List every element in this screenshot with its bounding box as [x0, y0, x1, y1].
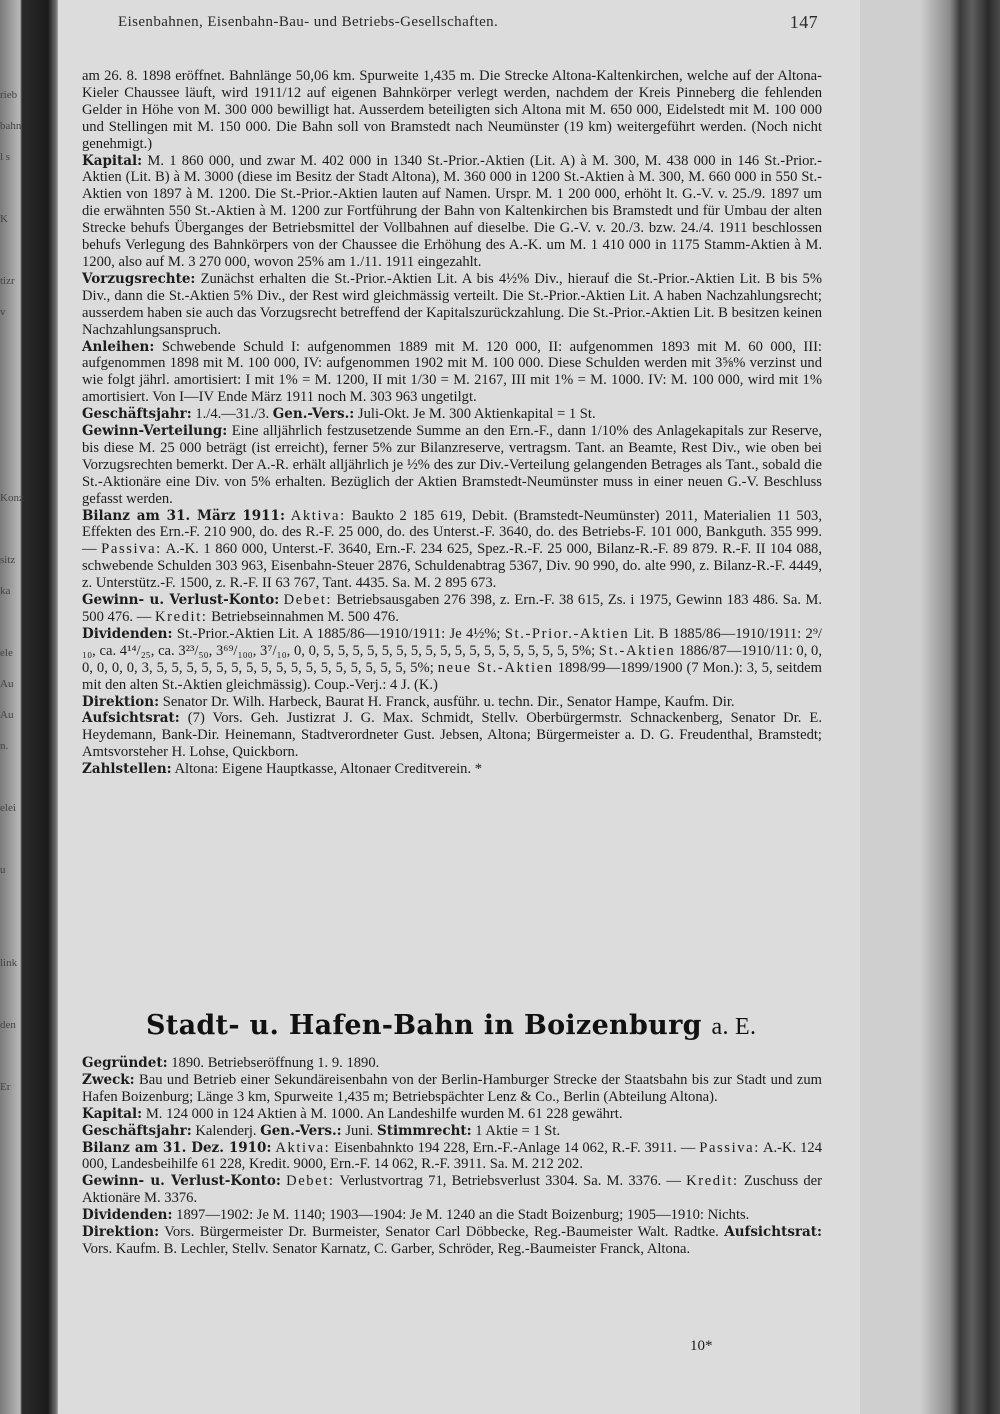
direktion-paragraph-2 — [82, 1224, 822, 1258]
aktiva-label: Aktiva: — [290, 507, 346, 524]
debet-text-2: Verlustvortrag 71, Betriebsverlust 3304. Sa. M. 3376. — — [339, 1173, 681, 1190]
bilanz-paragraph — [82, 508, 822, 593]
geschaeftsjahr-paragraph — [82, 406, 822, 423]
direktion-paragraph — [82, 694, 822, 711]
geschaeftsjahr-label: Geschäftsjahr: — [82, 406, 192, 423]
bilanz-label-2: Bilanz am 31. Dez. 1910: — [82, 1139, 272, 1156]
entry-heading-boizenburg — [146, 1010, 846, 1041]
margin-fragment — [0, 421, 30, 452]
anleihen-text: Schwebende Schuld I: aufgenommen 1889 mit M. 120 000, II: aufgenommen 1893 mit M. 60 000, III: aufgenommen 1898 mit M. 100 000, IV: aufgenommen 1902 mit M. 100 000. Diese Schulden werden mit 3⅝% verzinst und wie folgt jährl. amortisiert: I mit 1% = M. 1200, II mit 1/30 = M. 2167, III mit 1% = M. 1000. IV: M. 100 000, wird mit 1% amortisiert. Von I—IV Ende März 1911 noch M. 303 963 ungetilgt. — [82, 338, 822, 406]
zweck-paragraph — [82, 1072, 822, 1106]
dividenden-paragraph-2 — [82, 1207, 822, 1224]
zweck-label: Zweck: — [82, 1071, 135, 1088]
margin-fragment: link — [0, 957, 18, 969]
margin-fragment — [0, 514, 30, 545]
aktiva-label-2: Aktiva: — [275, 1139, 331, 1156]
anleihen-label: Anleihen: — [82, 338, 155, 355]
margin-fragment: Au — [0, 678, 14, 690]
geschaeftsjahr-text: 1./4.—31./3. — [195, 406, 270, 423]
margin-fragment — [0, 328, 30, 359]
gewinn-verteilung-paragraph — [82, 423, 822, 508]
running-title: Eisenbahnen, Eisenbahn-Bau- und Betriebs-Gesellschaften. — [118, 14, 499, 30]
dividenden-class-1: St.-Prior.-Aktien — [504, 625, 630, 642]
kredit-text-2: Zuschuss der Aktionäre M. 3376. — [82, 1173, 822, 1207]
margin-fragment: sitz — [0, 554, 16, 566]
margin-fragment — [0, 762, 30, 793]
passiva-label: Passiva: — [101, 541, 162, 558]
aufsichtsrat-text-2: Vors. Kaufm. B. Lechler, Stellv. Senator Karnatz, C. Garber, Schröder, Reg.-Baumeister Franck, Altona. — [82, 1240, 691, 1257]
kredit-label-2: Kredit: — [686, 1173, 739, 1190]
margin-fragment: tizr — [0, 275, 15, 287]
margin-fragment — [0, 235, 30, 266]
geschaeftsjahr-label-2: Geschäftsjahr: — [82, 1122, 192, 1139]
dividenden-label-2: Dividenden: — [82, 1207, 173, 1224]
anleihen-paragraph — [82, 339, 822, 407]
kapital-label: Kapital: — [82, 152, 143, 169]
aktiva-text-2: Eisenbahnkto 194 228, Ern.-F.-Anlage 14 062, R.-F. 3911. — — [334, 1139, 696, 1156]
kapital-paragraph — [82, 153, 822, 271]
gen-vers-label: Gen.-Vers.: — [272, 406, 355, 423]
geschaeftsjahr-paragraph-2 — [82, 1123, 822, 1140]
gewinn-verteilung-label: Gewinn-Verteilung: — [82, 423, 228, 440]
bilanz-label: Bilanz am 31. März 1911: — [82, 507, 285, 524]
margin-fragment: v — [0, 306, 6, 318]
aufsichtsrat-label: Aufsichtsrat: — [82, 710, 180, 727]
debet-label-2: Debet: — [286, 1173, 335, 1190]
aktiva-text: Baukto 2 185 619, Debit. (Bramstedt-Neumünster) 2011, Materialien 11 503, Effekten des Ern.-F. 210 900, do. des R.-F. 25 000, do. des Unterst.-F. 3640, do. des Betriebs-F. 101 000, Bankguth. 355 999. — — [82, 507, 822, 558]
margin-fragment — [0, 173, 30, 204]
margin-fragment — [0, 824, 30, 855]
margin-fragment: elei — [0, 802, 16, 814]
margin-fragment: Au — [0, 709, 14, 721]
entry-intro: am 26. 8. 1898 eröffnet. Bahnlänge 50,06 km. Spurweite 1,435 m. Die Strecke Altona-Kaltenkirchen, welche auf der Altona-Kieler Chaussee läuft, wird 1911/12 auf eigenen Bahnkörper verlegt werden, nachdem der Kreis Pinneberg die fehlenden Gelder in Höhe von M. 300 000 bewilligt hat. Ausserdem beteiligten sich Altona mit M. 650 000, Eidelstedt mit M. 100 000 und Stellingen mit M. 150 000. Die Bahn soll von Bramstedt nach Neumünster (19 km) weitergeführt werden. (Noch nicht genehmigt.) — [82, 68, 822, 152]
entry-heading-suffix: a. E. — [711, 1014, 757, 1040]
debet-text: Betriebsausgaben 276 398, z. Ern.-F. 38 615, Zs. i 1975, Gewinn 183 486. Sa. M. 500 476. — — [82, 592, 822, 625]
gegruendet-label: Gegründet: — [82, 1055, 168, 1071]
dividenden-label: Dividenden: — [82, 625, 173, 642]
guv-label-2: Gewinn- u. Verlust-Konto: — [82, 1173, 281, 1190]
dividenden-paragraph — [82, 626, 822, 694]
zahlstellen-text: Altona: Eigene Hauptkasse, Altonaer Creditverein. * — [174, 761, 483, 778]
margin-fragment: bahn — [0, 120, 22, 132]
dividenden-class-2: St.-Aktien — [598, 642, 676, 659]
margin-fragment — [0, 607, 30, 638]
gen-vers-label-2: Gen.-Vers.: — [260, 1122, 342, 1139]
dividenden-class-3: neue St.-Aktien — [437, 659, 554, 676]
dividenden-text-3: 1886/87—1910/11: 0, 0, 0, 0, 0, 0, 3, 5, 5, 5, 5, 5, 5, 5, 5, 5, 5, 5, 5, 5, 5, 5, 5, 5, 5%; — [82, 642, 822, 676]
margin-fragment: Konz — [0, 492, 24, 504]
kapital-text: M. 1 860 000, und zwar M. 402 000 in 1340 St.-Prior.-Aktien (Lit. A) à M. 300, M. 438 000 in 146 St.-Prior.-Aktien (Lit. B) à M. 3000 (diese im Besitz der Stadt Altona), M. 360 000 in 1200 St.-Aktien à M. 300, M. 660 000 in 550 St.-Aktien von 1897 à M. 1200. Die St.-Prior.-Aktien lauten auf Namen. Urspr. M. 1 200 000, erhöht lt. G.-V. v. 25./9. 1897 um die erwähnten 550 St.-Aktien à M. 1200 zur Fortführung der Bahn von Kaltenkirchen bis Bramstedt und für Umbau der alten Strecke behufs Überganges der Betriebsmittel der Vollbahnen auf dieselbe. Die G.-V. v. 20./3. bzw. 24./4. 1911 beschlossen behufs Verlegung des Bahnkörpers von der Chaussee die Erhöhung des A.-K. um M. 1 410 000 in 1175 Stamm-Aktien à M. 1200, also auf M. 3 270 000, wovon 25% am 1./11. 1911 eingezahlt. — [82, 152, 822, 270]
guv-label: Gewinn- u. Verlust-Konto: — [82, 592, 280, 609]
margin-fragment — [0, 1041, 30, 1072]
gen-vers-text-2: Juni. — [345, 1122, 374, 1139]
margin-fragment — [0, 979, 30, 1010]
kredit-label: Kredit: — [154, 609, 208, 625]
direktion-label-2: Direktion: — [82, 1224, 160, 1241]
entry-boizenburg — [82, 1055, 822, 1258]
margin-fragment: u — [0, 864, 6, 876]
margin-fragment: ka — [0, 585, 11, 597]
aufsichtsrat-paragraph — [82, 710, 822, 761]
running-header — [118, 14, 818, 31]
adjacent-page-fragments — [0, 80, 30, 1180]
gegruendet-text: 1890. Betriebseröffnung 1. 9. 1890. — [171, 1055, 380, 1071]
gen-vers-text: Juli-Okt. Je M. 300 Aktienkapital = 1 St. — [357, 406, 596, 423]
entry-heading-text: Stadt- u. Hafen-Bahn in Boizenburg — [146, 1010, 702, 1041]
direktion-text: Senator Dr. Wilh. Harbeck, Baurat H. Franck, ausführ. u. techn. Dir., Senator Hampe, Kaufm. Dir. — [162, 693, 735, 710]
margin-fragment — [0, 917, 30, 948]
kapital-label-2: Kapital: — [82, 1105, 143, 1122]
dividenden-text-1: St.-Prior.-Aktien Lit. A 1885/86—1910/1911: Je 4½%; — [176, 625, 501, 642]
page-number: 147 — [789, 12, 818, 32]
gewinn-verteilung-text: Eine alljährlich festzusetzende Summe an den Ern.-F., dann 1/10% des Anlagekapitals zur Reserve, bis diese M. 25 000 beträgt (ist erreicht), ferner 5% zur Bilanzreserve, vertragsm. Tant. an Beamte, Rest Div., wie oben bei Vorzugsrechten bemerkt. Der A.-R. erhält alljährlich je ½% des zur Div.-Verteilung gelangenden Betrages als Tant., sobald die St.-Aktionäre eine Div. von 5% erhalten. Bezüglich der Aktien Bramstedt-Neumünster muss in einer neuen G.-V. Beschluss gefasst werden. — [82, 423, 822, 507]
aufsichtsrat-label-2: Aufsichtsrat: — [724, 1224, 822, 1241]
margin-fragment: rieb — [0, 89, 18, 101]
zweck-text: Bau und Betrieb einer Sekundäreisenbahn von der Berlin-Hamburger Strecke der Staatsbahn bis zur Stadt und zum Hafen Boizenburg; Länge 3 km, Spurweite 1,435 m; Betriebspächter Lenz & Co., Berlin (Abteilung Altona). — [82, 1071, 823, 1105]
signature-mark: 10* — [690, 1338, 713, 1354]
margin-fragment — [0, 390, 30, 421]
zahlstellen-paragraph — [82, 761, 822, 778]
kapital-paragraph-2 — [82, 1106, 822, 1123]
vorzugsrechte-text: Zunächst erhalten die St.-Prior.-Aktien Lit. A bis 4½% Div., hierauf die St.-Prior.-Aktien Lit. B bis 5% Div., dann die St.-Aktien 5% Div., der Rest wird gleichmässig verteilt. Die St.-Prior.-Aktien Lit. A haben Nachzahlungsrecht; ausserdem haben sie auch das Vorzugsrecht betreffend der Kapitalszurückzahlung. Die St.-Prior.-Aktien Lit. B besitzen keinen Nachzahlungsanspruch. — [82, 270, 822, 338]
margin-fragment — [0, 886, 30, 917]
margin-fragment: K — [0, 213, 8, 225]
vorzugsrechte-paragraph — [82, 271, 822, 339]
margin-fragment: den — [0, 1019, 16, 1031]
dividenden-text-b: 1897—1902: Je M. 1140; 1903—1904: Je M. 1240 an die Stadt Boizenburg; 1905—1910: Nichts. — [176, 1207, 750, 1224]
dividenden-text-2: Lit. B 1885/86—1910/1911: 2⁹/₁₀, ca. 4¹⁴/₂₅, ca. 3²³/₅₀, 3⁶⁹/₁₀₀, 3⁷/₁₀, 0, 0, 5, 5, 5, 5, 5, 5, 5, 5, 5, 5, 5, 5, 5, 5, 5, 5, 5, 5%; — [82, 625, 822, 659]
gegruendet-paragraph — [82, 1055, 822, 1072]
passiva-label-2: Passiva: — [699, 1139, 760, 1156]
margin-fragment: Er — [0, 1081, 11, 1093]
margin-fragment: n. — [0, 740, 9, 752]
passiva-text-2: A.-K. 124 000, Landesbeihilfe 61 228, Kredit. 9000, Ern.-F. 14 062, R.-F. 3911. Sa. M. 212 202. — [82, 1139, 822, 1173]
vorzugsrechte-label: Vorzugsrechte: — [82, 270, 196, 287]
bilanz-paragraph-2 — [82, 1140, 822, 1174]
direktion-label: Direktion: — [82, 693, 160, 710]
stimmrecht-text: 1 Aktie = 1 St. — [475, 1122, 561, 1139]
kapital-text-2: M. 124 000 in 124 Aktien à M. 1000. An Landeshilfe wurden M. 61 228 gewährt. — [145, 1105, 623, 1122]
margin-fragment: l s — [0, 151, 11, 163]
dividenden-text-4: 1898/99—1899/1900 (7 Mon.): 3, 5, seitdem mit den alten St.-Aktien gleichmässig). Coup.-Verj.: 4 J. (K.) — [82, 659, 822, 693]
margin-fragment — [0, 452, 30, 483]
guv-paragraph-2 — [82, 1173, 822, 1207]
kredit-text: Betriebseinnahmen M. 500 476. — [211, 609, 399, 625]
margin-fragment: ele — [0, 647, 13, 659]
geschaeftsjahr-text-2: Kalenderj. — [195, 1122, 257, 1139]
entry-altona-kaltenkirchen — [82, 68, 822, 778]
debet-label: Debet: — [283, 592, 333, 609]
zahlstellen-label: Zahlstellen: — [82, 761, 172, 778]
direktion-text-2: Vors. Bürgermeister Dr. Burmeister, Senator Carl Döbbecke, Reg.-Baumeister Walt. Radtke. — [164, 1224, 719, 1241]
stimmrecht-label: Stimmrecht: — [376, 1122, 472, 1139]
margin-fragment — [0, 359, 30, 390]
page-binding-shadow — [860, 0, 1000, 1414]
aufsichtsrat-text: (7) Vors. Geh. Justizrat J. G. Max. Schmidt, Stellv. Oberbürgermstr. Schnackenberg, Senator Dr. E. Heydemann, Bank-Dir. Heinemann, Stadtverordneter Gust. Jebsen, Altona; Bürgermeister a. D. G. Freudenthal, Bramstedt; Amtsvorsteher H. Lohse, Quickborn. — [82, 710, 822, 761]
passiva-text: A.-K. 1 860 000, Unterst.-F. 3640, Ern.-F. 234 625, Spez.-R.-F. 25 000, Bilanz-R.-F. 89 879. R.-F. II 104 088, schwebende Schulden 303 963, Eisenbahn-Steuer 2876, Schuldenabtrag 5367, Div. 90 990, do. alte 990, z. Bilanz-R.-F. 4449, z. Unterstütz.-F. 1500, z. R.-F. II 63 767, Tant. 4435. Sa. M. 2 895 673. — [82, 541, 823, 592]
guv-paragraph — [82, 592, 822, 626]
